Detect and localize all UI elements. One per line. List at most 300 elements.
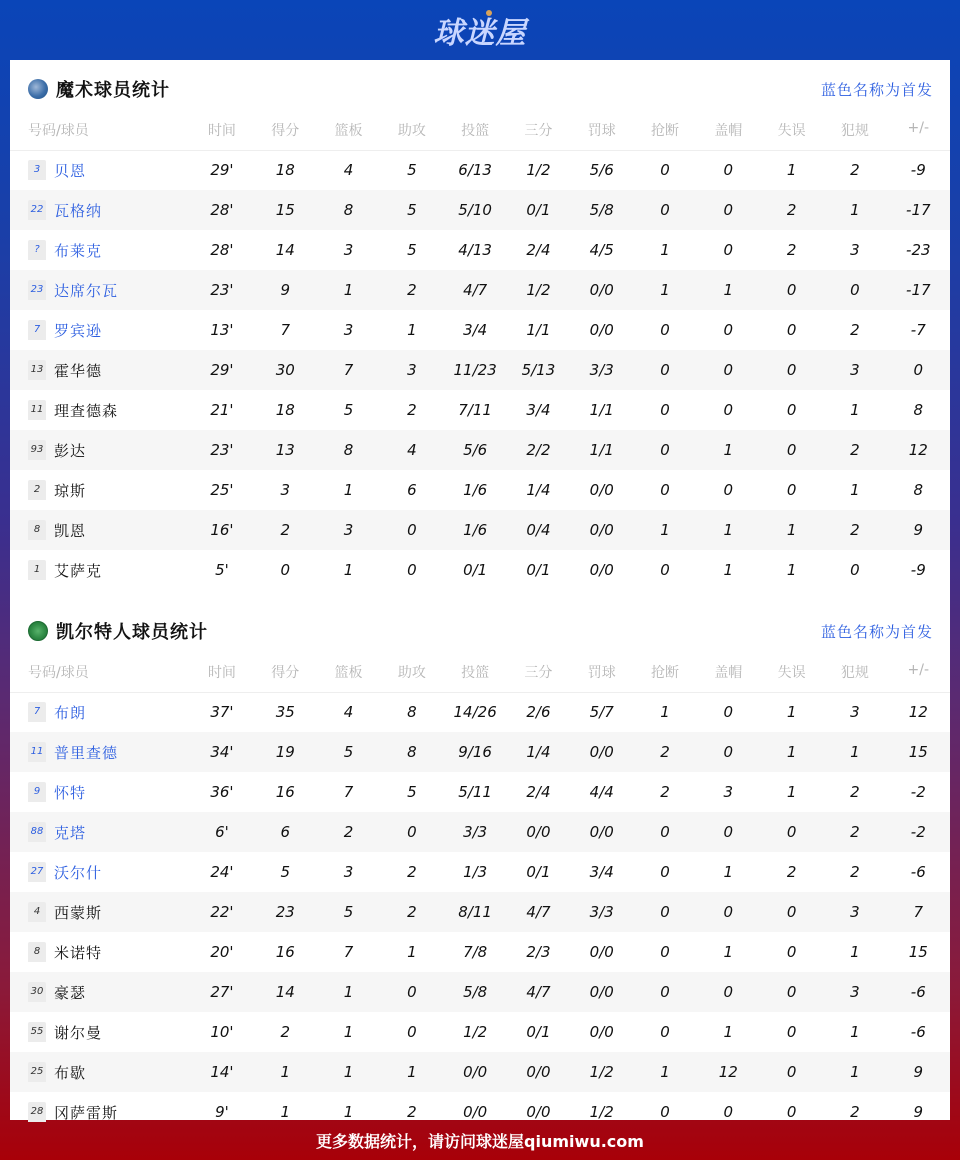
stat-cell: 1 <box>633 1052 696 1092</box>
stat-cell: 1 <box>633 510 696 550</box>
team-section-header-celtics <box>10 602 950 660</box>
footer-banner[interactable] <box>0 1120 960 1160</box>
stat-cell: 0/0 <box>507 1052 570 1092</box>
stat-cell: 12 <box>908 703 928 722</box>
stat-cell: 2 <box>633 732 696 772</box>
player-name-link[interactable]: 普里查德 <box>54 743 119 762</box>
table-row[interactable] <box>10 390 950 430</box>
stat-cell: 2 <box>850 321 860 339</box>
stat-cell: 13' <box>210 321 234 339</box>
stat-cell: 0/1 <box>526 863 551 881</box>
stat-cell: 2 <box>407 1103 417 1121</box>
table-row[interactable] <box>10 1012 950 1052</box>
stat-cell: -9 <box>910 161 926 180</box>
stat-cell: 3/3 <box>443 812 506 852</box>
stat-cell: 21' <box>210 401 234 419</box>
stat-cell: 3 <box>823 892 886 932</box>
stat-cell: 2/4 <box>526 783 551 801</box>
stat-cell: 1 <box>786 703 797 722</box>
player-cell[interactable] <box>10 190 190 230</box>
table-row[interactable] <box>10 310 950 350</box>
stat-cell: -7 <box>910 321 926 339</box>
stat-cell: 0 <box>850 561 860 579</box>
stat-cell: 0 <box>697 972 760 1012</box>
stat-cell: 4 <box>343 703 354 722</box>
column-header[interactable]: 罚球 <box>570 660 633 692</box>
stat-cell: 0 <box>786 1103 797 1121</box>
stat-cell: 0 <box>723 241 734 259</box>
stat-cell: 11/23 <box>443 350 506 390</box>
jersey-number-badge: 93 <box>28 440 46 460</box>
stat-cell: 2/4 <box>526 241 551 259</box>
jersey-number-badge: 22 <box>28 200 46 220</box>
stat-cell: 2/6 <box>526 703 551 722</box>
stat-cell: 3/4 <box>526 401 551 419</box>
stat-cell: 1/4 <box>526 481 551 499</box>
stat-cell: 7 <box>343 783 354 801</box>
stat-cell: 9 <box>887 510 950 550</box>
column-header[interactable]: 抢断 <box>633 118 696 150</box>
table-row[interactable] <box>10 932 950 972</box>
stat-cell: 2 <box>407 863 417 881</box>
player-name-link[interactable]: 冈萨雷斯 <box>54 1103 119 1122</box>
column-header[interactable]: 号码/球员 <box>10 118 190 150</box>
stat-cell: 0 <box>760 430 823 470</box>
stat-cell: 4/7 <box>507 972 570 1012</box>
stat-cell: 13 <box>254 430 317 470</box>
table-row[interactable] <box>10 852 950 892</box>
stat-cell: 0 <box>723 481 734 499</box>
table-row[interactable] <box>10 430 950 470</box>
stat-cell: 0 <box>407 1023 417 1041</box>
stat-cell: 1 <box>786 161 797 180</box>
column-header[interactable]: 篮板 <box>317 118 380 150</box>
stat-cell: 30 <box>254 350 317 390</box>
stat-cell: 4 <box>343 161 354 180</box>
stat-cell: 2 <box>850 783 860 801</box>
stat-cell: 1 <box>823 190 886 230</box>
stat-cell: 0/0 <box>589 481 614 499</box>
table-row[interactable] <box>10 510 950 550</box>
player-cell[interactable] <box>10 732 190 772</box>
table-header-row <box>10 660 950 692</box>
stat-cell: 1 <box>723 1023 734 1041</box>
jersey-number-badge: 7 <box>28 320 46 340</box>
jersey-number-badge: 3 <box>28 160 46 180</box>
stat-cell: 0 <box>660 561 670 579</box>
stat-cell: 1 <box>723 561 734 579</box>
stat-cell: 15 <box>908 943 928 961</box>
stat-cell: 0 <box>723 401 734 419</box>
stat-cell: 8/11 <box>443 892 506 932</box>
player-cell[interactable] <box>10 550 190 590</box>
stat-cell: 28' <box>190 190 253 230</box>
stat-cell: 5 <box>407 783 417 801</box>
stat-cell: 0 <box>697 732 760 772</box>
player-name-link[interactable]: 瓦格纳 <box>54 201 103 220</box>
stat-cell: 0 <box>633 350 696 390</box>
stat-cell: 0 <box>786 481 797 499</box>
player-cell[interactable] <box>10 310 190 350</box>
jersey-number-badge: 13 <box>28 360 46 380</box>
stat-cell: 2 <box>786 241 797 259</box>
logo-dot-icon <box>486 10 492 16</box>
stat-cell: 3 <box>343 241 354 259</box>
player-cell[interactable] <box>10 350 190 390</box>
player-name-link[interactable]: 霍华德 <box>54 361 103 380</box>
stat-cell: 3 <box>343 321 354 339</box>
stat-cell: 29' <box>190 350 253 390</box>
stat-cell: 7 <box>887 892 950 932</box>
stat-cell: 3/3 <box>570 350 633 390</box>
stat-cell: 22' <box>190 892 253 932</box>
stat-cell: 0 <box>660 1023 670 1041</box>
column-header[interactable]: 篮板 <box>317 660 380 692</box>
stat-cell: 3/3 <box>570 892 633 932</box>
table-row[interactable] <box>10 230 950 270</box>
player-name-link[interactable]: 凯恩 <box>54 521 87 540</box>
stat-cell: 19 <box>254 732 317 772</box>
stat-cell: 36' <box>210 783 234 801</box>
table-row[interactable] <box>10 812 950 852</box>
stat-cell: 0/1 <box>463 561 488 579</box>
stat-cell: 0 <box>660 401 670 419</box>
stat-cell: 0 <box>380 510 443 550</box>
player-name-link[interactable]: 达席尔瓦 <box>54 281 119 300</box>
stat-cell: 0/1 <box>507 190 570 230</box>
stat-cell: 0 <box>660 863 670 881</box>
column-header[interactable]: +/- <box>887 118 950 150</box>
player-name-link[interactable]: 沃尔什 <box>54 863 103 882</box>
jersey-number-badge: 8 <box>28 942 46 962</box>
stat-cell: 0/0 <box>570 732 633 772</box>
stat-cell: 0 <box>786 401 797 419</box>
stat-cell: -6 <box>887 972 950 1012</box>
stat-cell: 5 <box>317 732 380 772</box>
stat-cell: -6 <box>910 1023 926 1041</box>
stat-cell: 28' <box>210 241 234 259</box>
jersey-number-badge: 27 <box>28 862 46 882</box>
top-header <box>0 0 960 60</box>
section-title: 凯尔特人球员统计 <box>56 622 208 643</box>
player-cell[interactable] <box>10 892 190 932</box>
stat-cell: 0 <box>380 972 443 1012</box>
stat-cell: 4/5 <box>589 241 614 259</box>
stat-cell: -17 <box>887 270 950 310</box>
table-row[interactable] <box>10 470 950 510</box>
player-name-link[interactable]: 西蒙斯 <box>54 903 103 922</box>
table-row[interactable] <box>10 550 950 590</box>
starter-legend-note: 蓝色名称为首发 <box>820 622 933 641</box>
stat-cell: 0 <box>723 161 734 180</box>
stat-cell: 12 <box>887 430 950 470</box>
stat-cell: -9 <box>910 561 926 579</box>
player-stats-table-magic <box>10 118 950 590</box>
stat-cell: -23 <box>906 241 931 259</box>
stat-cell: 0/0 <box>507 812 570 852</box>
column-header[interactable]: 失误 <box>760 118 823 150</box>
column-header[interactable]: 得分 <box>254 118 317 150</box>
magic-logo-icon <box>28 79 48 99</box>
stat-cell: 1 <box>850 1023 860 1041</box>
stat-cell: 5' <box>215 561 229 579</box>
team-section-header-magic <box>10 60 950 118</box>
stat-cell: 1 <box>254 1052 317 1092</box>
stat-cell: 3 <box>280 481 291 499</box>
stat-cell: 6' <box>190 812 253 852</box>
stat-cell: 4/7 <box>443 270 506 310</box>
table-row[interactable] <box>10 150 950 190</box>
table-row[interactable] <box>10 692 950 732</box>
stat-cell: 2 <box>823 812 886 852</box>
stat-cell: 1 <box>823 732 886 772</box>
stat-cell: 2 <box>850 1103 860 1121</box>
column-header[interactable]: 时间 <box>190 118 253 150</box>
stat-cell: 1 <box>343 1023 354 1041</box>
stat-cell: 4/13 <box>458 241 492 259</box>
stat-cell: 3/4 <box>589 863 614 881</box>
stat-cell: -6 <box>910 863 926 881</box>
jersey-number-badge: 88 <box>28 822 46 842</box>
stat-cell: 7 <box>317 350 380 390</box>
table-row[interactable] <box>10 350 950 390</box>
stat-cell: 3 <box>723 783 734 801</box>
stat-cell: -2 <box>910 783 926 801</box>
stat-cell: 0 <box>760 892 823 932</box>
stat-cell: 4/4 <box>589 783 614 801</box>
stat-cell: 1 <box>723 863 734 881</box>
stat-cell: 2/2 <box>507 430 570 470</box>
stat-cell: 14/26 <box>453 703 497 722</box>
stat-cell: 1 <box>786 561 797 579</box>
player-name-link[interactable]: 彭达 <box>54 441 87 460</box>
stat-cell: 10' <box>210 1023 234 1041</box>
column-header[interactable]: 盖帽 <box>697 118 760 150</box>
player-name-link[interactable]: 理查德森 <box>54 401 119 420</box>
jersey-number-badge: 8 <box>28 520 46 540</box>
table-row[interactable] <box>10 270 950 310</box>
stat-cell: 23' <box>190 270 253 310</box>
stat-cell: 2 <box>823 510 886 550</box>
stat-cell: 1 <box>343 561 354 579</box>
player-name-link[interactable]: 豪瑟 <box>54 983 87 1002</box>
stat-cell: 1 <box>697 430 760 470</box>
stat-cell: 2 <box>380 892 443 932</box>
column-header[interactable]: 三分 <box>507 118 570 150</box>
player-cell[interactable] <box>10 390 190 430</box>
stat-cell: 4 <box>380 430 443 470</box>
column-header[interactable]: 号码/球员 <box>10 660 190 692</box>
stat-cell: 0/0 <box>443 1052 506 1092</box>
column-header[interactable]: 失误 <box>760 660 823 692</box>
stat-cell: 8 <box>317 190 380 230</box>
stat-cell: 1 <box>660 703 670 722</box>
stat-cell: 3 <box>823 350 886 390</box>
stat-cell: 1/3 <box>463 863 488 881</box>
table-row[interactable] <box>10 772 950 812</box>
player-name-link[interactable]: 谢尔曼 <box>54 1023 103 1042</box>
player-cell[interactable] <box>10 772 190 812</box>
stat-cell: 0 <box>760 270 823 310</box>
player-cell[interactable] <box>10 230 190 270</box>
stat-cell: 7/11 <box>458 401 492 419</box>
stat-cell: 18 <box>275 161 295 180</box>
stat-cell: 4/7 <box>507 892 570 932</box>
stat-cell: 37' <box>210 703 234 722</box>
column-header[interactable]: 投篮 <box>443 118 506 150</box>
stat-cell: 0/0 <box>570 812 633 852</box>
stat-cell: 1 <box>760 732 823 772</box>
player-name-link[interactable]: 艾萨克 <box>54 561 103 580</box>
stat-cell: 8 <box>913 481 924 499</box>
player-cell[interactable] <box>10 150 190 190</box>
stat-cell: 1 <box>343 481 354 499</box>
stat-cell: 2/3 <box>526 943 551 961</box>
player-name-link[interactable]: 克塔 <box>54 823 87 842</box>
table-row[interactable] <box>10 1052 950 1092</box>
stat-cell: 1 <box>697 270 760 310</box>
player-name-link[interactable]: 琼斯 <box>54 481 87 500</box>
player-cell[interactable] <box>10 932 190 972</box>
jersey-number-badge: 9 <box>28 782 46 802</box>
stat-cell: 0 <box>280 561 291 579</box>
player-name-link[interactable]: 布朗 <box>54 703 87 722</box>
player-cell[interactable] <box>10 812 190 852</box>
stat-cell: 24' <box>210 863 234 881</box>
player-cell[interactable] <box>10 972 190 1012</box>
stat-cell: 0 <box>760 1052 823 1092</box>
stat-cell: 0 <box>760 350 823 390</box>
player-cell[interactable] <box>10 692 190 732</box>
stat-cell: 0 <box>633 190 696 230</box>
jersey-number-badge: 23 <box>28 280 46 300</box>
column-header[interactable]: 助攻 <box>380 660 443 692</box>
stat-cell: 0/1 <box>526 561 551 579</box>
column-header[interactable]: 时间 <box>190 660 253 692</box>
player-cell[interactable] <box>10 852 190 892</box>
stat-cell: 5/13 <box>507 350 570 390</box>
player-cell[interactable] <box>10 430 190 470</box>
stat-cell: 34' <box>190 732 253 772</box>
stat-cell: 5 <box>407 161 417 180</box>
stat-cell: 3 <box>823 972 886 1012</box>
jersey-number-badge: 28 <box>28 1102 46 1122</box>
stat-cell: 1/1 <box>570 430 633 470</box>
stat-cell: 1 <box>660 241 670 259</box>
stat-cell: 6 <box>407 481 417 499</box>
jersey-number-badge: 7 <box>28 702 46 722</box>
player-name-link[interactable]: 怀特 <box>54 783 87 802</box>
stat-cell: 0 <box>697 350 760 390</box>
stat-cell: 8 <box>380 732 443 772</box>
stat-cell: 2 <box>407 401 417 419</box>
player-name-link[interactable]: 米诺特 <box>54 943 103 962</box>
player-cell[interactable] <box>10 270 190 310</box>
player-cell[interactable] <box>10 510 190 550</box>
stat-cell: 7 <box>343 943 354 961</box>
stat-cell: 0/0 <box>526 1103 551 1121</box>
table-row[interactable] <box>10 892 950 932</box>
stat-cell: 0 <box>633 972 696 1012</box>
player-name-link[interactable]: 布歇 <box>54 1063 87 1082</box>
stat-cell: 1/2 <box>507 270 570 310</box>
stat-cell: 5 <box>317 892 380 932</box>
stat-cell: 0 <box>633 430 696 470</box>
stat-cell: 0 <box>786 1023 797 1041</box>
table-row[interactable] <box>10 972 950 1012</box>
stat-cell: 6 <box>254 812 317 852</box>
stat-cell: 23' <box>190 430 253 470</box>
stat-cell: 1/2 <box>463 1023 488 1041</box>
stat-cell: 0 <box>786 321 797 339</box>
player-name-link[interactable]: 布莱克 <box>54 241 103 260</box>
stat-cell: 0/0 <box>589 321 614 339</box>
stat-cell: 0/1 <box>526 1023 551 1041</box>
stat-cell: 0 <box>660 321 670 339</box>
stat-cell: 1/2 <box>589 1103 614 1121</box>
table-row[interactable] <box>10 190 950 230</box>
table-row[interactable] <box>10 732 950 772</box>
stat-cell: 0 <box>660 1103 670 1121</box>
stat-cell: 5/8 <box>443 972 506 1012</box>
column-header[interactable]: +/- <box>887 660 950 692</box>
player-name-link[interactable]: 罗宾逊 <box>54 321 103 340</box>
column-header[interactable]: 盖帽 <box>697 660 760 692</box>
stat-cell: 0 <box>723 703 734 722</box>
stat-cell: 14' <box>190 1052 253 1092</box>
stat-cell: 1 <box>633 270 696 310</box>
stat-cell: 8 <box>913 401 924 419</box>
player-name-link[interactable]: 贝恩 <box>54 161 87 180</box>
stat-cell: 0 <box>633 812 696 852</box>
player-cell[interactable] <box>10 1052 190 1092</box>
site-logo[interactable]: 球迷屋 <box>434 8 527 52</box>
stat-cell: 0/0 <box>570 510 633 550</box>
player-cell[interactable] <box>10 470 190 510</box>
stat-cell: 1/1 <box>526 321 551 339</box>
stat-cell: 1 <box>697 510 760 550</box>
column-header[interactable]: 助攻 <box>380 118 443 150</box>
column-header[interactable]: 得分 <box>254 660 317 692</box>
stat-cell: 2 <box>823 430 886 470</box>
stat-cell: 1/2 <box>570 1052 633 1092</box>
player-cell[interactable] <box>10 1012 190 1052</box>
stat-cell: 7 <box>280 321 291 339</box>
celtics-logo-icon <box>28 621 48 641</box>
column-header[interactable]: 犯规 <box>823 660 886 692</box>
column-header[interactable]: 投篮 <box>443 660 506 692</box>
column-header[interactable]: 三分 <box>507 660 570 692</box>
stat-cell: 2 <box>280 1023 291 1041</box>
jersey-number-badge: 25 <box>28 1062 46 1082</box>
jersey-number-badge: 11 <box>28 400 46 420</box>
stat-cell: 0 <box>786 943 797 961</box>
stat-cell: 5 <box>407 241 417 259</box>
jersey-number-badge: 11 <box>28 742 46 762</box>
stat-cell: 1/2 <box>526 161 551 180</box>
column-header[interactable]: 罚球 <box>570 118 633 150</box>
stat-cell: 1 <box>823 1052 886 1092</box>
stat-cell: 1 <box>317 972 380 1012</box>
stat-cell: 1 <box>850 943 860 961</box>
column-header[interactable]: 抢断 <box>633 660 696 692</box>
stat-cell: 0/0 <box>589 561 614 579</box>
stat-cell: 0/0 <box>463 1103 488 1121</box>
stat-cell: 1 <box>850 401 860 419</box>
column-header[interactable]: 犯规 <box>823 118 886 150</box>
player-stats-table-celtics <box>10 660 950 1132</box>
stat-cell: 8 <box>317 430 380 470</box>
